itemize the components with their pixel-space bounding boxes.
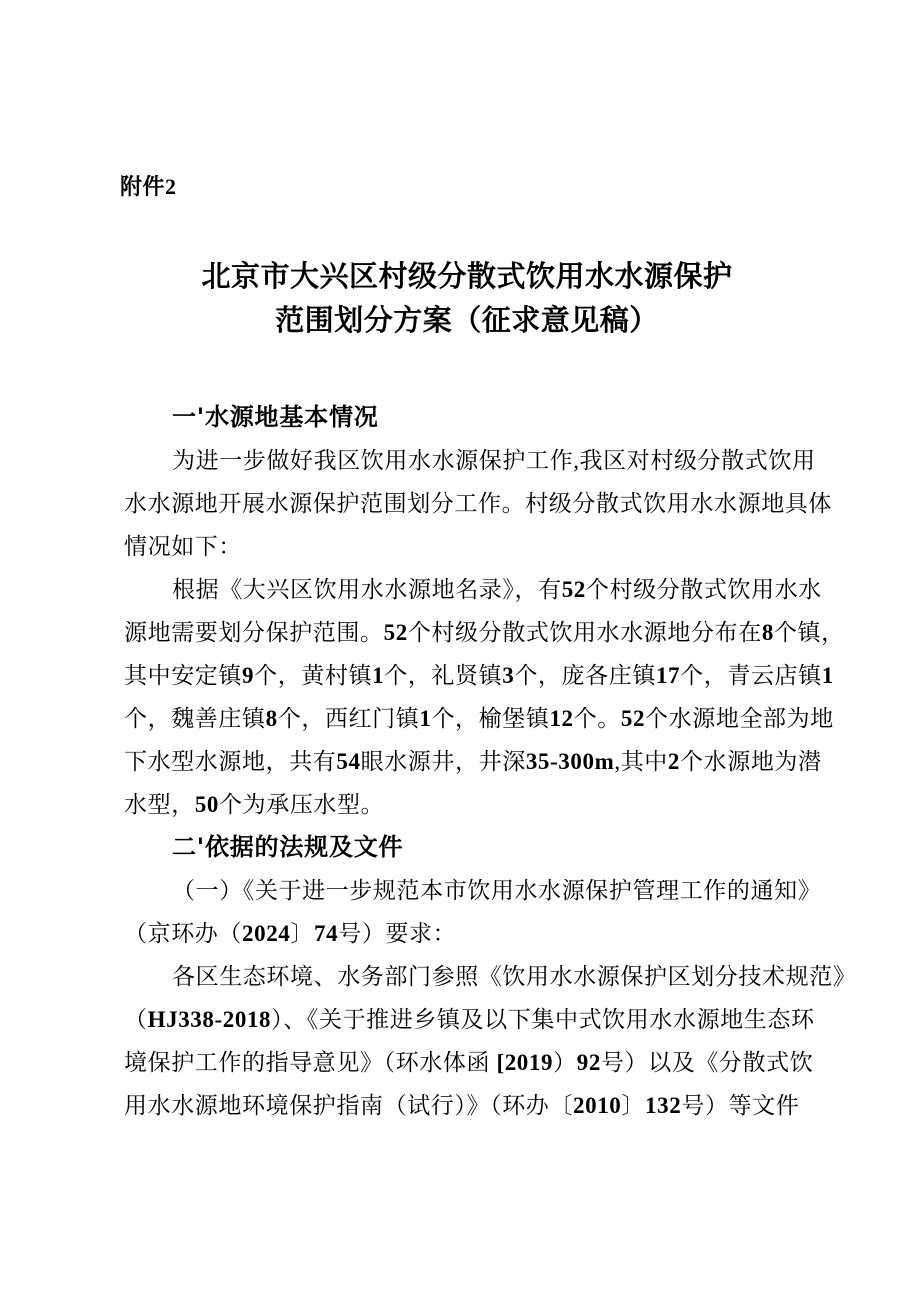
- paragraph-line: 水水源地开展水源保护范围划分工作。村级分散式饮用水水源地具体: [124, 491, 832, 516]
- numeral: 12: [549, 706, 574, 731]
- numeral: 1: [419, 706, 432, 731]
- numeral: 50: [194, 792, 220, 817]
- paragraph-line: 水型，50个为承压水型。: [124, 792, 385, 817]
- numeral: 35-300m: [525, 749, 615, 774]
- numeral: 1: [372, 663, 385, 688]
- paragraph-line: 下水型水源地，共有54眼水源井，井深35-300m,其中2个水源地为潜: [124, 749, 822, 774]
- numeral: 52: [561, 577, 586, 602]
- numeral: 9: [242, 663, 255, 688]
- paragraph-line: （一）《关于进一步规范本市饮用水水源保护管理工作的通知》: [172, 878, 822, 903]
- paragraph-line: 境保护工作的指导意见》（环水体函 [2019）92号）以及《分散式饮: [124, 1050, 814, 1075]
- numeral: 74: [314, 921, 339, 946]
- numeral: 3: [502, 663, 515, 688]
- numeral: 17: [655, 663, 681, 688]
- paragraph-line: 源地需要划分保护范围。52个村级分散式饮用水水源地分布在8个镇，: [124, 620, 845, 645]
- numeral: 92: [576, 1050, 601, 1075]
- paragraph-line: （京环办（2024〕74号）要求：: [124, 921, 457, 946]
- document-title-line-1: 北京市大兴区村级分散式饮用水水源保护: [201, 259, 733, 293]
- numeral: 52: [383, 620, 408, 645]
- paragraph-line: 个，魏善庄镇8个，西红门镇1个，榆堡镇12个。52个水源地全部为地: [124, 706, 834, 731]
- paragraph-line: 其中安定镇9个，黄村镇1个，礼贤镇3个，庞各庄镇17个，青云店镇1: [124, 663, 834, 688]
- document-title-line-2: 范围划分方案（征求意见稿）: [275, 303, 659, 337]
- paragraph-line: 情况如下：: [124, 534, 242, 559]
- numeral: [2019: [496, 1050, 554, 1075]
- numeral: 54: [336, 749, 361, 774]
- document-body: [124, 396, 857, 1127]
- paragraph-line: 根据《大兴区饮用水水源地名录》，有52个村级分散式饮用水水: [172, 577, 822, 602]
- section-heading: 二'依据的法规及文件: [172, 833, 404, 861]
- numeral: 2024: [242, 921, 291, 946]
- numeral: 2010: [573, 1093, 622, 1118]
- paragraph-line: 用水水源地环境保护指南（试行）》（环办〔2010〕132号）等文件: [124, 1093, 800, 1118]
- numeral: 1: [821, 663, 834, 688]
- document-title: [124, 254, 810, 342]
- numeral: 132: [645, 1093, 682, 1118]
- numeral: 2: [667, 749, 681, 774]
- numeral: 2: [165, 174, 177, 199]
- numeral: 52: [620, 706, 646, 731]
- numeral: 8: [265, 706, 278, 731]
- section-heading: 一'水源地基本情况: [172, 403, 379, 431]
- paragraph-line: 各区生态环境、水务部门参照《饮用水水源保护区划分技术规范》: [172, 964, 857, 989]
- paragraph-line: （HJ338-2018）、《关于推进乡镇及以下集中式饮用水水源地生态环: [124, 1007, 815, 1032]
- numeral: HJ338-2018: [147, 1007, 272, 1032]
- attachment-label: 附件2: [120, 174, 177, 200]
- numeral: 8: [761, 620, 774, 645]
- paragraph-line: 为进一步做好我区饮用水水源保护工作,我区对村级分散式饮用: [172, 448, 816, 473]
